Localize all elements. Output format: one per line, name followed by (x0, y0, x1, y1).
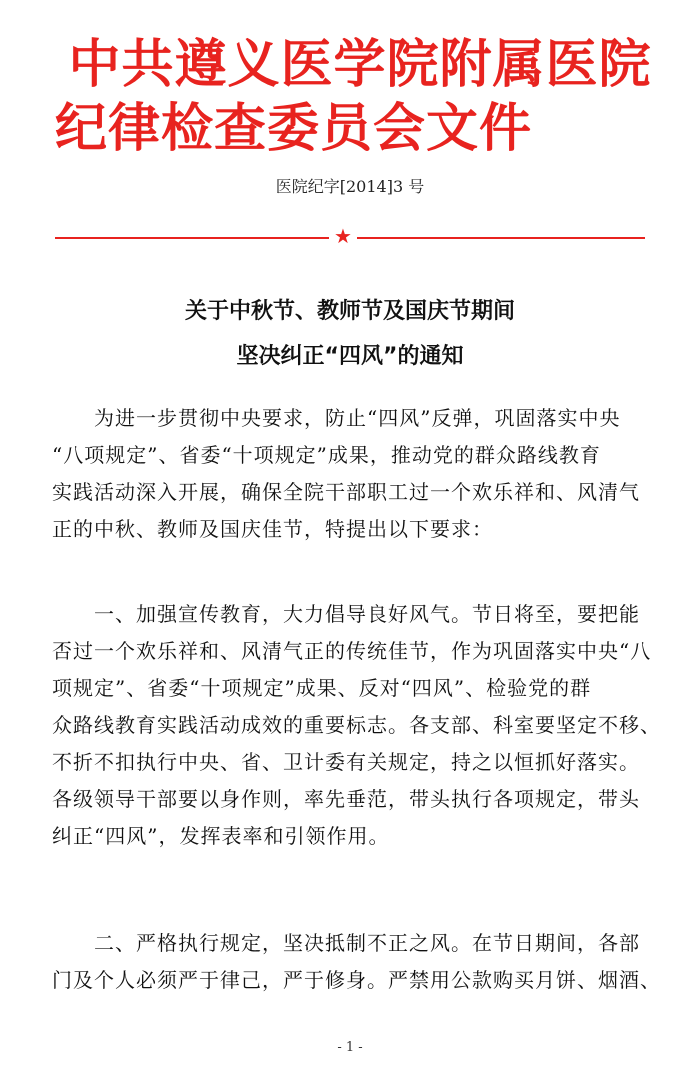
page-number: - 1 - (337, 1040, 363, 1055)
text-line: 二、严格执行规定，坚决抵制不正之风。在节日期间，各部 (52, 931, 640, 955)
notice-title-line-2: 坚决纠正“四风”的通知 (236, 344, 464, 369)
text-line: 不折不扣执行中央、省、卫计委有关规定，持之以恒抓好落实。 (52, 750, 640, 774)
notice-title-line-1: 关于中秋节、教师节及国庆节期间 (184, 299, 515, 324)
star-icon: ★ (334, 224, 352, 248)
document-number: 医院纪字[2014]3 号 (275, 177, 425, 196)
text-line: 为进一步贯彻中央要求，防止“四风”反弹，巩固落实中央 (52, 406, 621, 430)
body-paragraph-2 (52, 596, 661, 855)
text-line: “八项规定”、省委“十项规定”成果，推动党的群众路线教育 (52, 443, 601, 467)
divider-left-line (55, 237, 329, 239)
header-title-line-2: 纪律检查委员会文件 (55, 99, 533, 159)
header-title-line-1: 中共遵义医学院附属医院 (68, 35, 652, 95)
text-line: 各级领导干部要以身作则，率先垂范，带头执行各项规定，带头 (52, 787, 640, 811)
text-line: 门及个人必须严于律己，严于修身。严禁用公款购买月饼、烟酒、 (52, 968, 661, 992)
text-line: 纠正“四风”，发挥表率和引领作用。 (52, 824, 390, 848)
text-line: 项规定”、省委“十项规定”成果、反对“四风”、检验党的群 (52, 676, 592, 700)
text-line: 正的中秋、教师及国庆佳节，特提出以下要求： (52, 517, 493, 541)
body-paragraph-1 (52, 400, 652, 548)
text-line: 众路线教育实践活动成效的重要标志。各支部、科室要坚定不移、 (52, 713, 661, 737)
text-line: 一、加强宣传教育，大力倡导良好风气。节日将至，要把能 (52, 602, 640, 626)
body-paragraph-3 (52, 925, 661, 999)
divider-right-line (357, 237, 645, 239)
red-divider (55, 224, 645, 248)
text-line: 否过一个欢乐祥和、风清气正的传统佳节，作为巩固落实中央“八 (52, 639, 652, 663)
text-line: 实践活动深入开展，确保全院干部职工过一个欢乐祥和、风清气 (52, 480, 640, 504)
